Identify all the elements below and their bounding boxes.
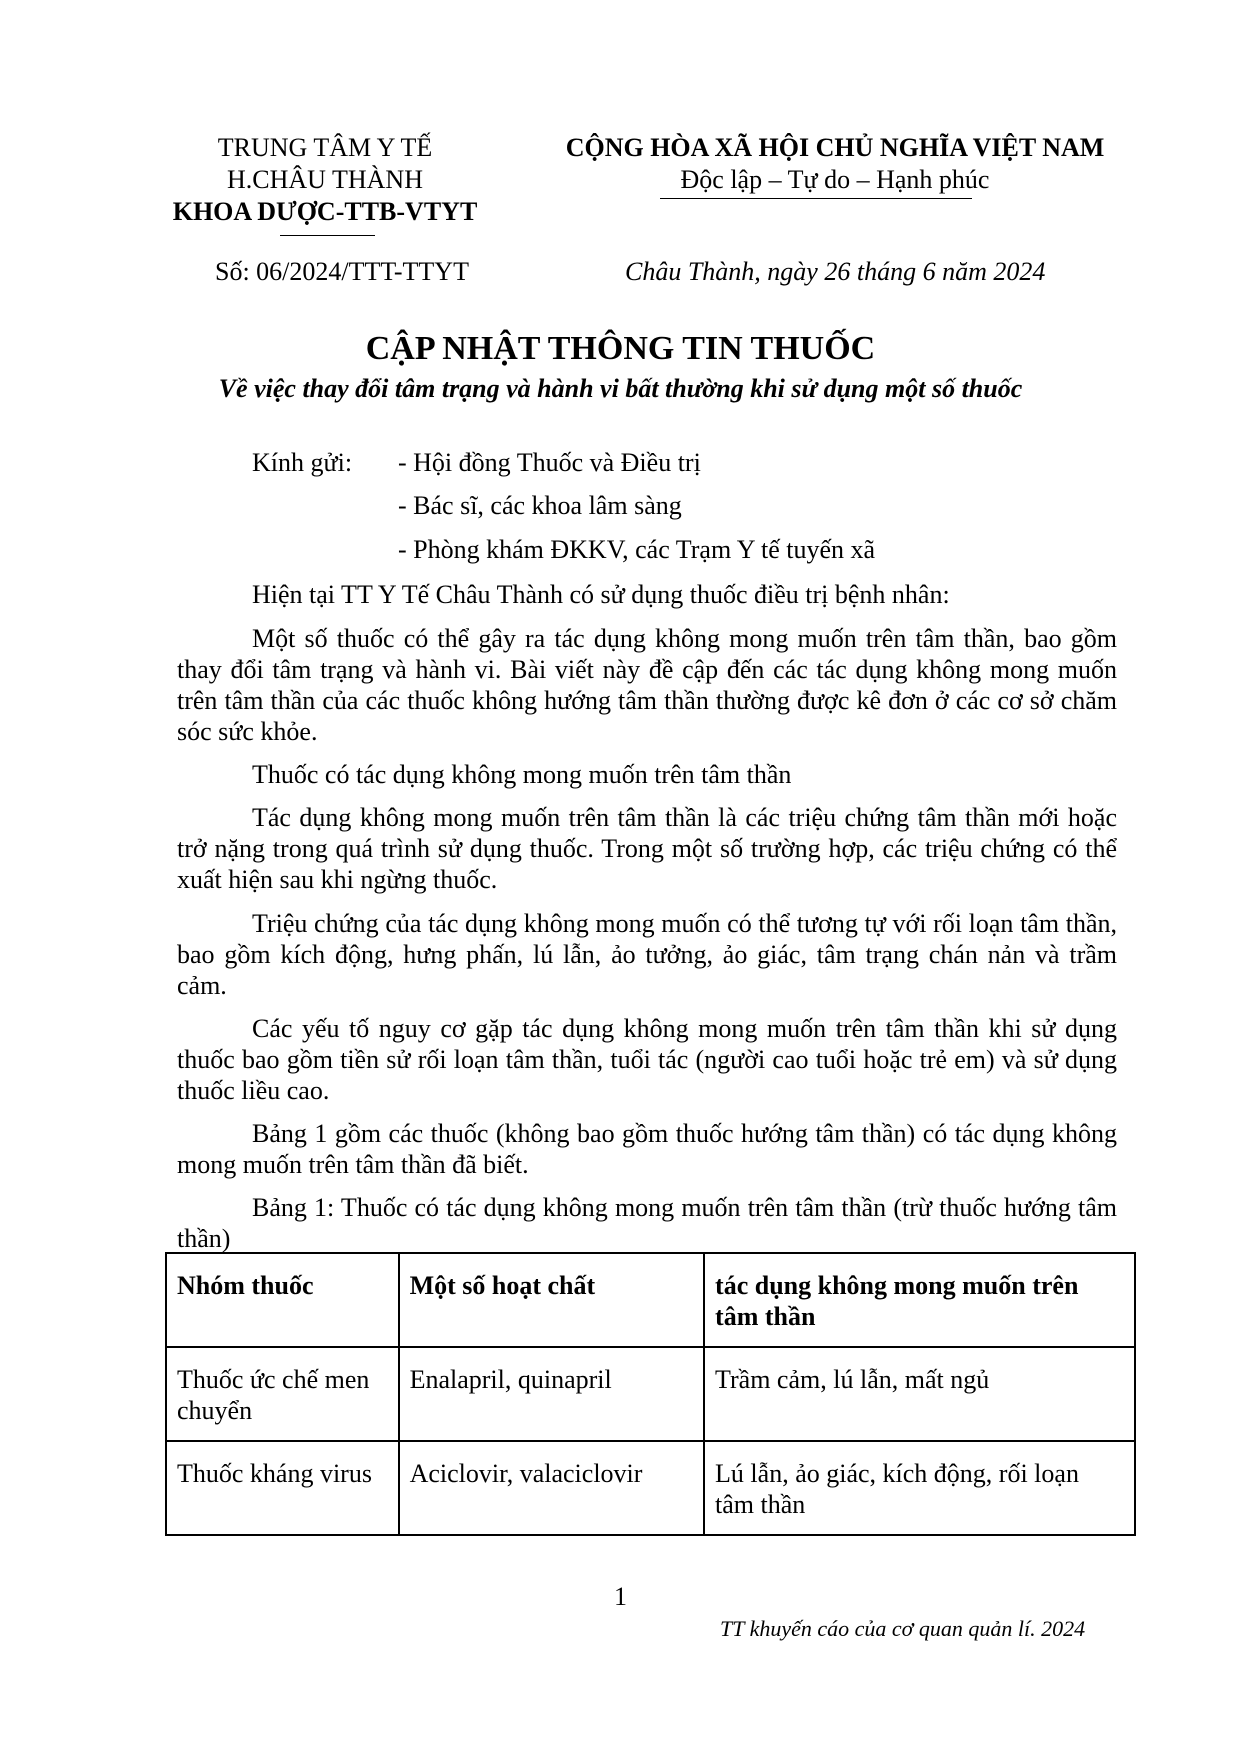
org-name: TRUNG TÂM Y TẾ [217, 133, 433, 162]
nation-name: CỘNG HÒA XÃ HỘI CHỦ NGHĨA VIỆT NAM [565, 133, 1105, 162]
document-title: CẬP NHẬT THÔNG TIN THUỐC [365, 330, 876, 367]
table-cell: Enalapril, quinapril [399, 1347, 704, 1441]
body-paragraph: Triệu chứng của tác dụng không mong muốn có thể tương tự với rối loạn tâm thần, bao gồm kích động, hưng phấn, lú lẫn, ảo tưởng, ảo giác, tâm trạng chán nản và trầm cảm. [177, 909, 1117, 1000]
table-cell: Thuốc ức chế men chuyển [166, 1347, 399, 1441]
footer-note: TT khuyến cáo của cơ quan quản lí. 2024 [720, 1616, 1086, 1641]
recipient-item: - Bác sĩ, các khoa lâm sàng [398, 491, 682, 520]
body-paragraph: Các yếu tố nguy cơ gặp tác dụng không mong muốn trên tâm thần khi sử dụng thuốc bao gồm tiền sử rối loạn tâm thần, tuổi tác (người cao tuổi hoặc trẻ em) và sử dụng thuốc liều cao. [177, 1014, 1117, 1105]
table-header-cell: Nhóm thuốc [166, 1253, 399, 1347]
nation-motto: Độc lập – Tự do – Hạnh phúc [680, 165, 990, 194]
table-caption: Bảng 1: Thuốc có tác dụng không mong muốn trên tâm thần (trừ thuốc hướng tâm thần) [177, 1193, 1117, 1253]
document-subtitle: Về việc thay đổi tâm trạng và hành vi bất thường khi sử dụng một số thuốc [218, 374, 1023, 403]
page-number: 1 [614, 1582, 627, 1611]
table-cell: Thuốc kháng virus [166, 1441, 399, 1535]
org-department: KHOA DƯỢC-TTB-VTYT [172, 197, 478, 226]
motto-underline [660, 198, 972, 199]
body-paragraph: Bảng 1 gồm các thuốc (không bao gồm thuốc hướng tâm thần) có tác dụng không mong muốn trên tâm thần đã biết. [177, 1119, 1117, 1179]
section-heading: Thuốc có tác dụng không mong muốn trên tâm thần [252, 760, 792, 789]
document-date: Châu Thành, ngày 26 tháng 6 năm 2024 [625, 257, 1046, 286]
body-paragraph: Hiện tại TT Y Tế Châu Thành có sử dụng thuốc điều trị bệnh nhân: [252, 580, 950, 609]
document-number: Số: 06/2024/TTT-TTYT [215, 257, 469, 286]
table-header-cell: Một số hoạt chất [399, 1253, 704, 1347]
table-header-cell: tác dụng không mong muốn trên tâm thần [704, 1253, 1135, 1347]
table-row [166, 1441, 1135, 1535]
table-cell: Trầm cảm, lú lẫn, mất ngủ [704, 1347, 1135, 1441]
table-cell: Lú lẫn, ảo giác, kích động, rối loạn tâm thần [704, 1441, 1135, 1535]
national-header [540, 132, 1130, 196]
drug-table [165, 1252, 1136, 1536]
organization-header [160, 132, 490, 228]
table-header-row [166, 1253, 1135, 1347]
table-cell: Aciclovir, valaciclovir [399, 1441, 704, 1535]
org-district: H.CHÂU THÀNH [227, 165, 423, 194]
org-header-underline [280, 235, 375, 236]
recipient-item: - Hội đồng Thuốc và Điều trị [398, 448, 701, 477]
recipient-item: - Phòng khám ĐKKV, các Trạm Y tế tuyến xã [398, 535, 876, 564]
recipients-label: Kính gửi: [252, 448, 353, 477]
body-paragraph: Tác dụng không mong muốn trên tâm thần là các triệu chứng tâm thần mới hoặc trở nặng trong quá trình sử dụng thuốc. Trong một số trường hợp, các triệu chứng có thể xuất hiện sau khi ngừng thuốc. [177, 803, 1117, 894]
body-paragraph: Một số thuốc có thể gây ra tác dụng không mong muốn trên tâm thần, bao gồm thay đổi tâm trạng và hành vi. Bài viết này đề cập đến các tác dụng không mong muốn trên tâm thần của các thuốc không hướng tâm thần thường được kê đơn ở các cơ sở chăm sóc sức khỏe. [177, 624, 1117, 746]
table-row [166, 1347, 1135, 1441]
